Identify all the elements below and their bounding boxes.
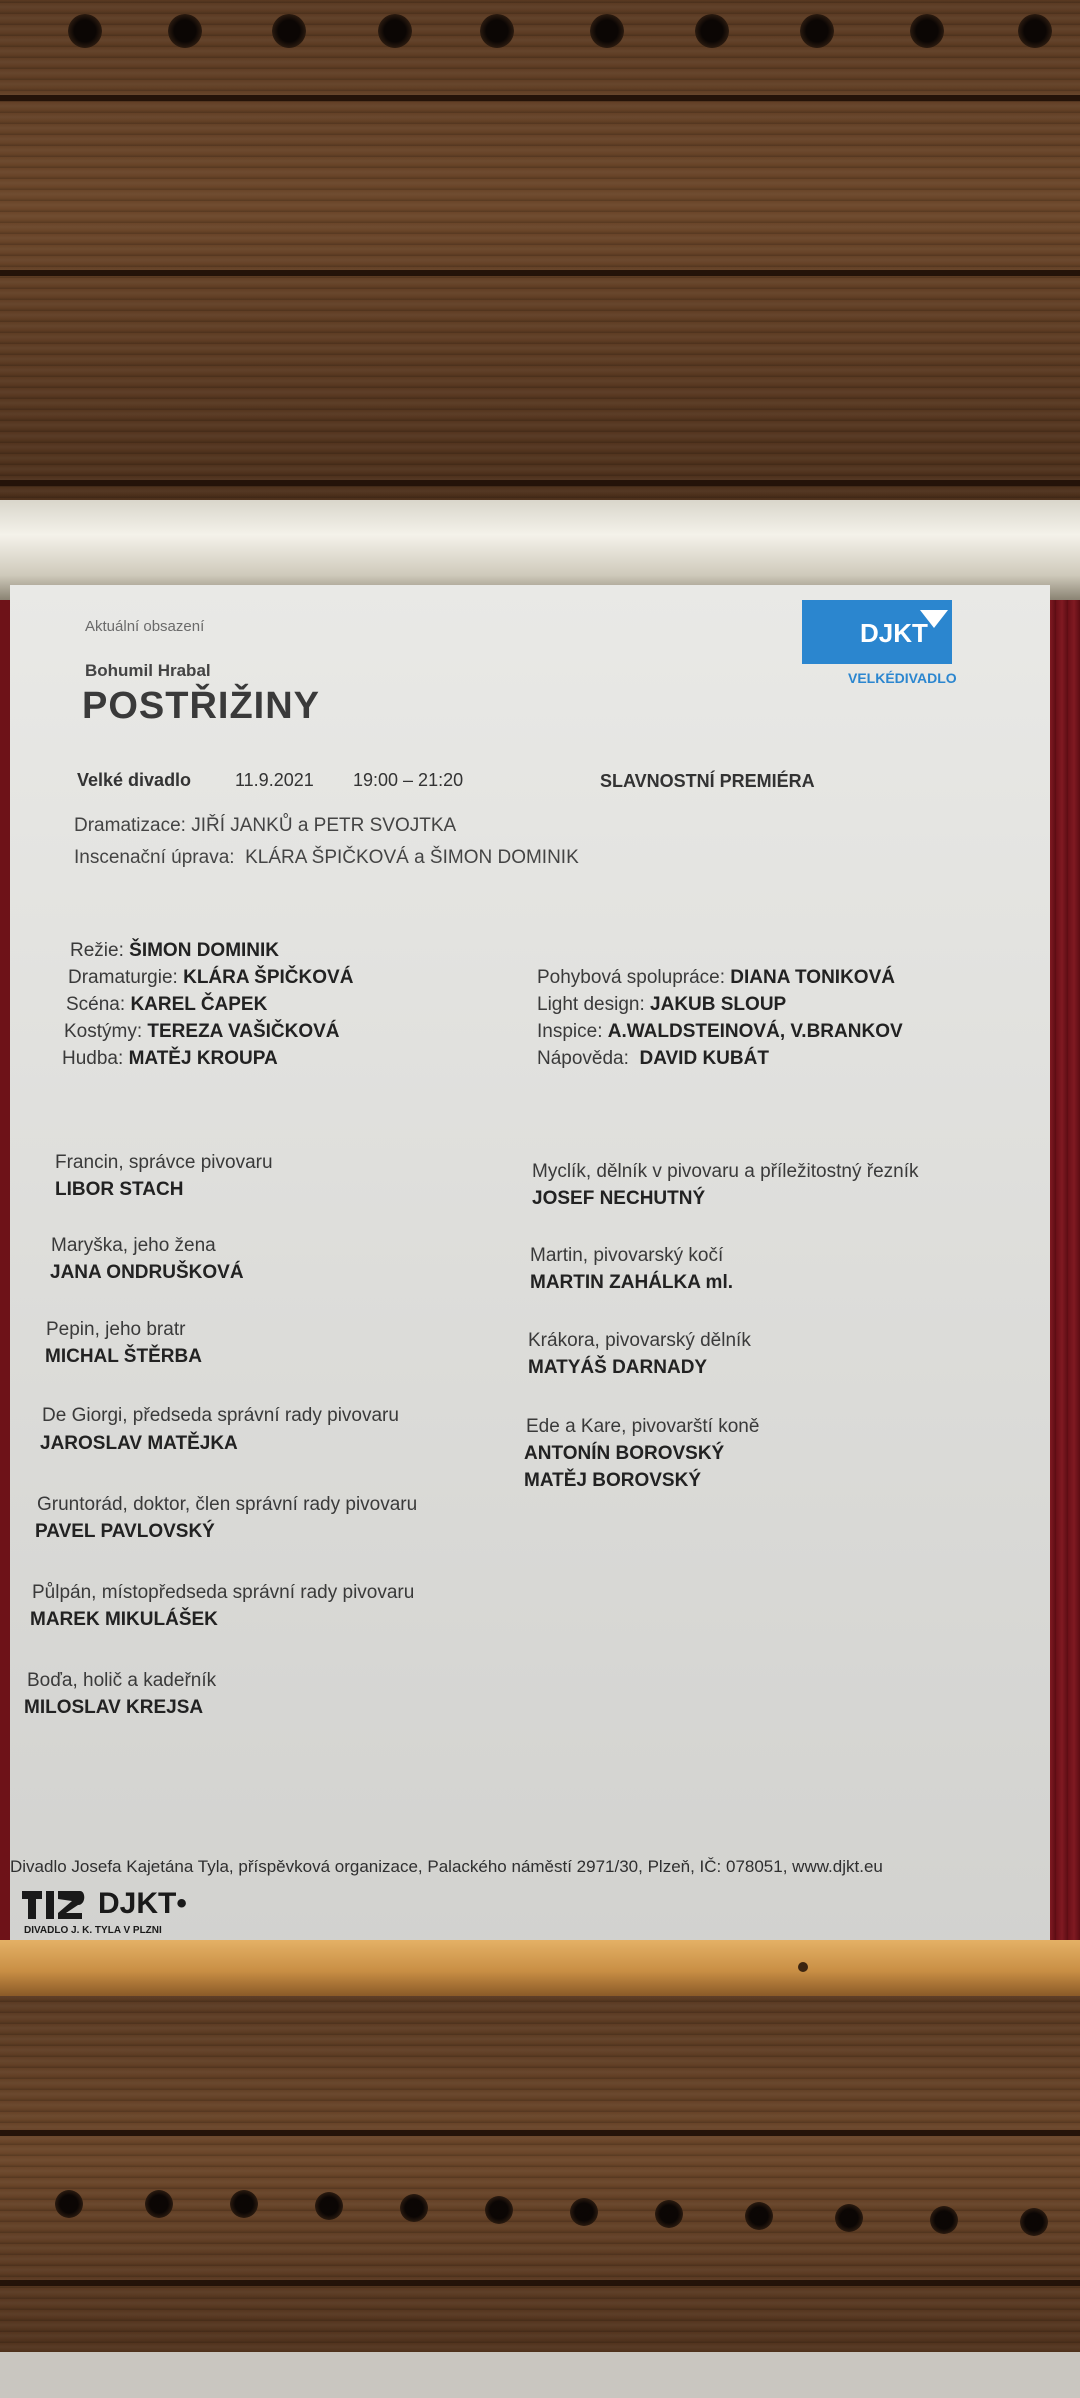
perforation-hole (68, 14, 102, 48)
perforation-hole (480, 14, 514, 48)
premiere-label: SLAVNOSTNÍ PREMIÉRA (600, 771, 815, 791)
cast-actor: MATYÁŠ DARNADY (528, 1357, 708, 1378)
perforation-hole (485, 2196, 513, 2224)
cast-role: De Giorgi, předseda správní rady pivovaru (42, 1405, 399, 1426)
perforation-hole (168, 14, 202, 48)
crew-item: Režie: ŠIMON DOMINIK (70, 940, 280, 961)
cast-role: Krákora, pivovarský dělník (528, 1330, 751, 1351)
screw-hole (798, 1962, 808, 1972)
wooden-frame-bottom (0, 1940, 1080, 1996)
plank-seam (0, 480, 1080, 486)
perforation-hole (378, 14, 412, 48)
current-cast-label: Aktuální obsazení (85, 618, 205, 635)
cast-role: Gruntorád, doktor, člen správní rady pivovaru (37, 1494, 418, 1515)
plank-seam (0, 270, 1080, 276)
perforation-hole (230, 2190, 258, 2218)
perforation-hole (800, 14, 834, 48)
plank-seam (0, 2280, 1080, 2286)
crew-item: Dramaturgie: KLÁRA ŠPIČKOVÁ (68, 967, 354, 988)
cast-actor: ANTONÍN BOROVSKÝ (524, 1443, 725, 1464)
perforation-hole (1018, 14, 1052, 48)
crew-item: Nápověda: DAVID KUBÁT (537, 1048, 769, 1069)
perforation-hole (55, 2190, 83, 2218)
perforation-hole (315, 2192, 343, 2220)
cast-sheet (10, 585, 1050, 1957)
cast-actor: PAVEL PAVLOVSKÝ (35, 1521, 215, 1542)
crew-item: Kostýmy: TEREZA VAŠIČKOVÁ (64, 1021, 340, 1042)
cast-actor: MILOSLAV KREJSA (24, 1697, 204, 1718)
cast-actor: JANA ONDRUŠKOVÁ (50, 1262, 244, 1283)
djkt-logo (802, 600, 957, 690)
play-title: POSTŘIŽINY (82, 685, 321, 727)
cast-actor: MATĚJ BOROVSKÝ (524, 1470, 702, 1491)
cast-actor: JAROSLAV MATĚJKA (40, 1433, 238, 1454)
cast-role: Boďa, holič a kadeřník (27, 1670, 217, 1691)
cast-actor: MAREK MIKULÁŠEK (30, 1609, 218, 1630)
date: 11.9.2021 (235, 770, 314, 790)
cast-role: Ede a Kare, pivovarští koně (526, 1416, 760, 1437)
perforation-hole (400, 2194, 428, 2222)
djkt-footer-logo (20, 1885, 187, 1936)
time: 19:00 – 21:20 (353, 770, 464, 790)
cast-role: Pepin, jeho bratr (46, 1319, 186, 1340)
perforation-hole (570, 2198, 598, 2226)
perforation-hole (930, 2206, 958, 2234)
footer-address: Divadlo Josefa Kajetána Tyla, příspěvková organizace, Palackého náměstí 2971/30, Plzeň, IČ: 078051, www.djkt.eu (10, 1857, 883, 1876)
crew-item: Scéna: KAREL ČAPEK (66, 994, 268, 1015)
cast-role: Myclík, dělník v pivovaru a příležitostný řezník (532, 1161, 919, 1182)
cast-role: Francin, správce pivovaru (55, 1152, 273, 1173)
staging: Inscenační úprava: KLÁRA ŠPIČKOVÁ a ŠIMON DOMINIK (74, 847, 579, 868)
crew-item: Hudba: MATĚJ KROUPA (62, 1048, 278, 1069)
perforation-hole (695, 14, 729, 48)
logo-text: DJKT (860, 618, 928, 648)
perforation-hole (1020, 2208, 1048, 2236)
cast-actor: LIBOR STACH (55, 1179, 184, 1200)
plank-seam (0, 2130, 1080, 2136)
perforation-hole (590, 14, 624, 48)
footer-logo-subtitle: DIVADLO J. K. TYLA V PLZNI (24, 1925, 162, 1936)
perforation-hole (745, 2202, 773, 2230)
plank-seam (0, 95, 1080, 101)
logo-subtitle: VELKÉDIVADLO (848, 670, 957, 686)
cast-actor: MICHAL ŠTĚRBA (45, 1346, 202, 1367)
crew-item: Pohybová spolupráce: DIANA TONIKOVÁ (537, 967, 895, 988)
cast-role: Půlpán, místopředseda správní rady pivovaru (32, 1582, 415, 1603)
crew-item: Light design: JAKUB SLOUP (537, 994, 787, 1015)
cast-role: Maryška, jeho žena (51, 1235, 216, 1256)
perforation-hole (655, 2200, 683, 2228)
cast-actor: MARTIN ZAHÁLKA ml. (530, 1272, 733, 1293)
dramatization: Dramatizace: JIŘÍ JANKŮ a PETR SVOJTKA (74, 815, 457, 836)
perforation-hole (145, 2190, 173, 2218)
perforation-hole (835, 2204, 863, 2232)
cast-actor: JOSEF NECHUTNÝ (532, 1188, 706, 1209)
wooden-panel-top (0, 0, 1080, 520)
theatre-logo-icon (20, 1885, 90, 1925)
venue: Velké divadlo (77, 770, 192, 790)
perforation-hole (910, 14, 944, 48)
play-author: Bohumil Hrabal (85, 661, 211, 680)
footer-logo-text: DJKT• (98, 1887, 187, 1920)
cast-role: Martin, pivovarský kočí (530, 1245, 724, 1266)
crew-item: Inspice: A.WALDSTEINOVÁ, V.BRANKOV (537, 1021, 903, 1042)
perforation-hole (272, 14, 306, 48)
floor (0, 2352, 1080, 2398)
